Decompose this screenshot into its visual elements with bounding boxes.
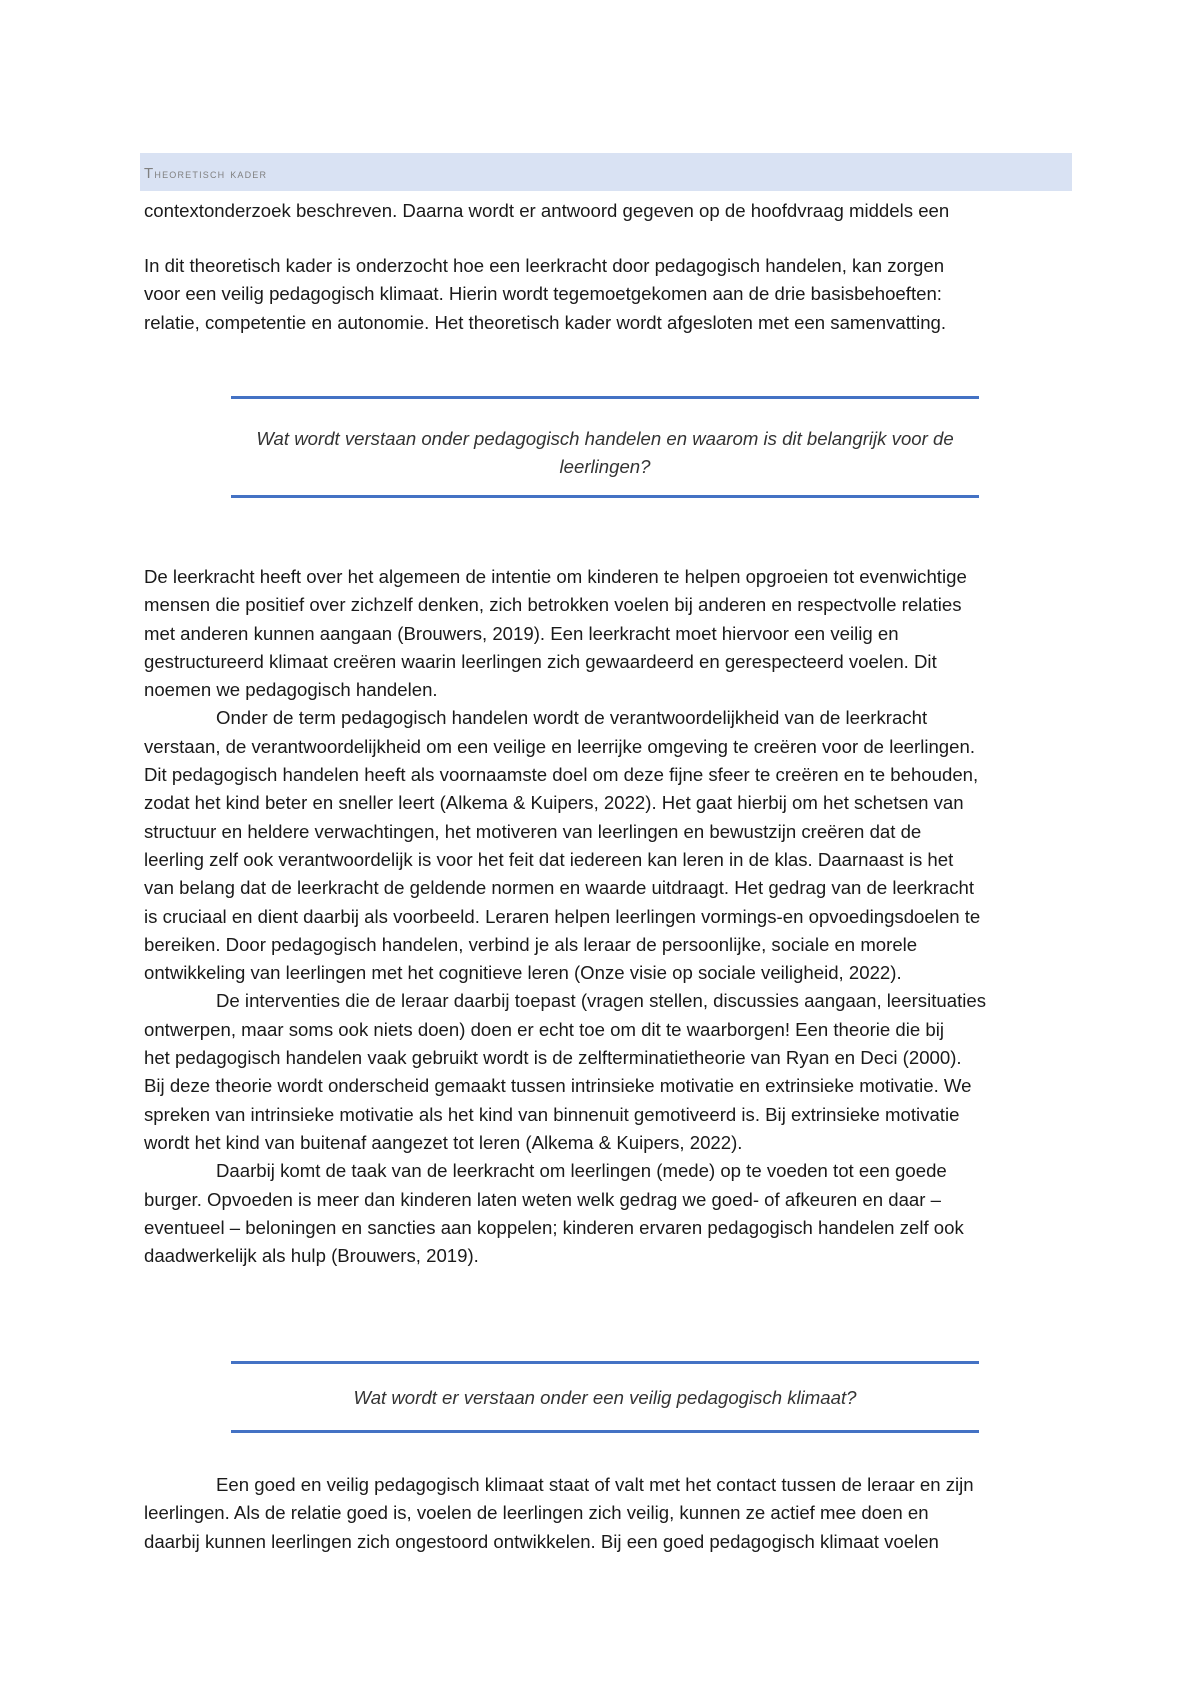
paragraph-line: mensen die positief over zichzelf denken, zich betrokken voelen bij anderen en respectvolle relaties	[144, 594, 962, 616]
research-question-line: Wat wordt verstaan onder pedagogisch handelen en waarom is dit belangrijk voor de	[256, 428, 954, 449]
paragraph-line: Een goed en veilig pedagogisch klimaat staat of valt met het contact tussen de leraar en zijn	[216, 1474, 974, 1495]
paragraph-line: leerling zelf ook verantwoordelijk is voor het feit dat iedereen kan leren in de klas. Daarnaast is het	[144, 848, 954, 870]
section-header-text: heoretisch kader	[154, 166, 268, 181]
paragraph-line: ontwerpen, maar soms ook niets doen) doen er echt toe om dit te waarborgen! Een theorie die bij	[144, 1018, 944, 1040]
paragraph-line: daadwerkelijk als hulp (Brouwers, 2019).	[144, 1245, 479, 1267]
paragraph-line: van belang dat de leerkracht de geldende normen en waarde uitdraagt. Het gedrag van de leerkracht	[144, 877, 975, 899]
paragraph-line: het pedagogisch handelen vaak gebruikt wordt is de zelfterminatietheorie van Ryan en Deci (2000).	[144, 1047, 962, 1069]
paragraph-line: relatie, competentie en autonomie. Het theoretisch kader wordt afgesloten met een samenvatting.	[144, 311, 947, 333]
research-question-box	[231, 1361, 979, 1433]
paragraph-line: is cruciaal en dient daarbij als voorbeeld. Leraren helpen leerlingen vormings-en opvoedingsdoelen te	[144, 905, 981, 927]
body-paragraphs-2	[144, 1471, 1074, 1556]
intro-continuation	[144, 197, 1074, 225]
intro-paragraph	[144, 252, 1074, 337]
paragraph-line: leerlingen. Als de relatie goed is, voelen de leerlingen zich veilig, kunnen ze actief mee doen en	[144, 1502, 929, 1524]
paragraph-line: burger. Opvoeden is meer dan kinderen laten weten welk gedrag we goed- of afkeuren en daar –	[144, 1188, 941, 1210]
paragraph-line: met anderen kunnen aangaan (Brouwers, 2019). Een leerkracht moet hiervoor een veilig en	[144, 622, 899, 644]
section-header-initial: T	[144, 165, 155, 182]
section-header	[140, 153, 1072, 191]
paragraph-line: Daarbij komt de taak van de leerkracht om leerlingen (mede) op te voeden tot een goede	[216, 1160, 947, 1182]
paragraph-line: Dit pedagogisch handelen heeft als voornaamste doel om deze fijne sfeer te creëren en te behouden,	[144, 764, 979, 786]
paragraph-line: Bij deze theorie wordt onderscheid gemaakt tussen intrinsieke motivatie en extrinsieke motivatie. We	[144, 1075, 972, 1097]
paragraph-line: spreken van intrinsieke motivatie als het kind van binnenuit gemotiveerd is. Bij extrinsieke motivatie	[144, 1103, 960, 1125]
paragraph-line: Onder de term pedagogisch handelen wordt de verantwoordelijkheid van de leerkracht	[216, 707, 928, 729]
paragraph-line: noemen we pedagogisch handelen.	[144, 679, 438, 701]
body-paragraphs-1	[144, 563, 1074, 1270]
paragraph-line: bereiken. Door pedagogisch handelen, verbind je als leraar de persoonlijke, sociale en morele	[144, 933, 918, 955]
research-question-box	[231, 396, 979, 498]
paragraph-line: wordt het kind van buitenaf aangezet tot leren (Alkema & Kuipers, 2022).	[144, 1131, 743, 1153]
paragraph-line: eventueel – beloningen en sancties aan koppelen; kinderen ervaren pedagogisch handelen zelf ook	[144, 1216, 964, 1238]
paragraph-line: contextonderzoek beschreven. Daarna wordt er antwoord gegeven op de hoofdvraag middels een	[144, 200, 950, 221]
paragraph-line: ontwikkeling van leerlingen met het cognitieve leren (Onze visie op sociale veiligheid, 2022).	[144, 962, 902, 984]
paragraph-line: structuur en heldere verwachtingen, het motiveren van leerlingen en bewustzijn creëren dat de	[144, 820, 922, 842]
research-question-line: leerlingen?	[559, 456, 651, 478]
paragraph-line: verstaan, de verantwoordelijkheid om een veilige en leerrijke omgeving te creëren voor de leerlingen.	[144, 735, 975, 757]
paragraph-line: gestructureerd klimaat creëren waarin leerlingen zich gewaardeerd en gerespecteerd voelen. Dit	[144, 650, 937, 672]
paragraph-line: In dit theoretisch kader is onderzocht hoe een leerkracht door pedagogisch handelen, kan zorgen	[144, 255, 945, 276]
paragraph-line: zodat het kind beter en sneller leert (Alkema & Kuipers, 2022). Het gaat hierbij om het schetsen van	[144, 792, 964, 814]
paragraph-line: De interventies die de leraar daarbij toepast (vragen stellen, discussies aangaan, leersituaties	[216, 990, 987, 1012]
paragraph-line: voor een veilig pedagogisch klimaat. Hierin wordt tegemoetgekomen aan de drie basisbehoeften:	[144, 283, 942, 305]
paragraph-line: daarbij kunnen leerlingen zich ongestoord ontwikkelen. Bij een goed pedagogisch klimaat voelen	[144, 1530, 939, 1552]
research-question-line: Wat wordt er verstaan onder een veilig pedagogisch klimaat?	[353, 1387, 857, 1408]
paragraph-line: De leerkracht heeft over het algemeen de intentie om kinderen te helpen opgroeien tot evenwichtige	[144, 566, 967, 587]
